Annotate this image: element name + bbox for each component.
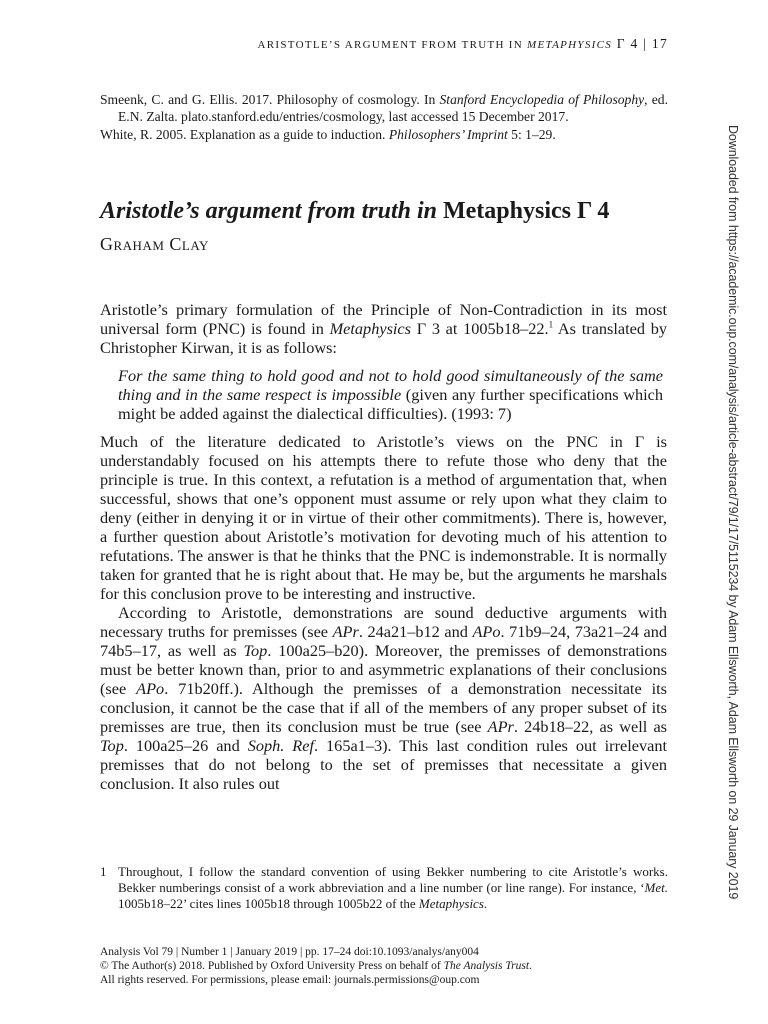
imprint-line: Analysis Vol 79 | Number 1 | January 2019 | pp. 17–24 doi:10.1093/analys/any004	[100, 946, 479, 958]
running-head-italic: METAPHYSICS	[527, 39, 613, 51]
paragraph: According to Aristotle, demonstrations are sound deductive arguments with necessary truths for premisses (see APr. 24a21–b12 and APo. 71b9–24, 73a21–24 and 74b5–17, as well as Top. 100a25–b20). Moreover, the premisses of demonstrations must be better known than, prior to and asymmetric explanations of their conclusions (see APo. 71b20ff.). Although the premisses of a demonstration necessitate its conclusion, it cannot be the case that if all of the members of any proper subset of its premisses are true, then its conclusion must be true (see APr. 24b18–22, as well as Top. 100a25–26 and Soph. Ref. 165a1–3). This last condition rules out irrelevant premisses that do not belong to the set of premisses that necessitate a given conclusion. It also rules out	[100, 603, 668, 793]
footnote-number: 1	[100, 864, 107, 879]
block-quote: For the same thing to hold good and not to hold good simultaneously of the same thing and in the same respect is impossible (given any further specifications which might be added against the dialectical difficulties). (1993: 7)	[118, 366, 663, 423]
imprint-line: All rights reserved. For permissions, please email: journals.permissions@oup.com	[100, 973, 480, 986]
running-head	[100, 36, 668, 52]
reference-list	[100, 92, 668, 146]
footnote-text: Throughout, I follow the standard convention of using Bekker numbering to cite Aristotle’s works. Bekker numberings consist of a work abbreviation and a line number (or line range). For instance, ‘Met. 1005b18–22’ cites lines 1005b18 through 1005b22 of the Metaphysics.	[118, 864, 668, 911]
running-head-prefix: ARISTOTLE’S ARGUMENT FROM TRUTH IN	[257, 39, 528, 51]
journal-imprint	[100, 946, 532, 987]
article-title-roman: Metaphysics Γ 4	[442, 198, 610, 224]
imprint-line: © The Author(s) 2018. Published by Oxford University Press on behalf of The Analysis Trust.	[100, 959, 532, 972]
article-title: Aristotle’s argument from truth in Metaphysics Γ 4	[100, 198, 610, 224]
footnote	[100, 864, 668, 912]
running-head-suffix: Γ 4 | 17	[612, 36, 668, 51]
reference-item: Smeenk, C. and G. Ellis. 2017. Philosophy of cosmology. In Stanford Encyclopedia of Philosophy, ed. E.N. Zalta. plato.stanford.edu/entries/cosmology, last accessed 15 December 2017.	[100, 92, 669, 124]
footnote-ref[interactable]: 1	[548, 319, 554, 330]
reference-item: White, R. 2005. Explanation as a guide to induction. Philosophers’ Imprint 5: 1–29.	[100, 127, 556, 142]
article-body	[100, 300, 667, 793]
paragraph: Aristotle’s primary formulation of the Principle of Non-Contradiction in its most universal form (PNC) is found in Metaphysics Γ 3 at 1005b18–22.$^1$ As translated by Christopher Kirwan, it is as follows:	[100, 300, 667, 357]
download-watermark	[721, 125, 745, 905]
paragraph: Much of the literature dedicated to Aristotle’s views on the PNC in Γ is understandably focused on his attempts there to refute those who deny that the principle is true. In this context, a refutation is a method of argumentation that, when successful, shows that one’s opponent must assume or rely upon what they claim to deny (either in denying it or in virtue of their other commitments). There is, however, a further question about Aristotle’s motivation for devoting much of his attention to refutations. The answer is that he thinks that the PNC is indemonstrable. It is normally taken for granted that he is right about that. He may be, but the arguments he marshals for this conclusion prove to be interesting and instructive.	[100, 432, 667, 603]
download-watermark-text: Downloaded from https://academic.oup.com/analysis/article-abstract/79/1/17/5115234 by Adam Ellsworth, Adam Ellsworth on 29 January 2019	[726, 125, 740, 900]
article-author: Graham Clay	[100, 234, 209, 254]
